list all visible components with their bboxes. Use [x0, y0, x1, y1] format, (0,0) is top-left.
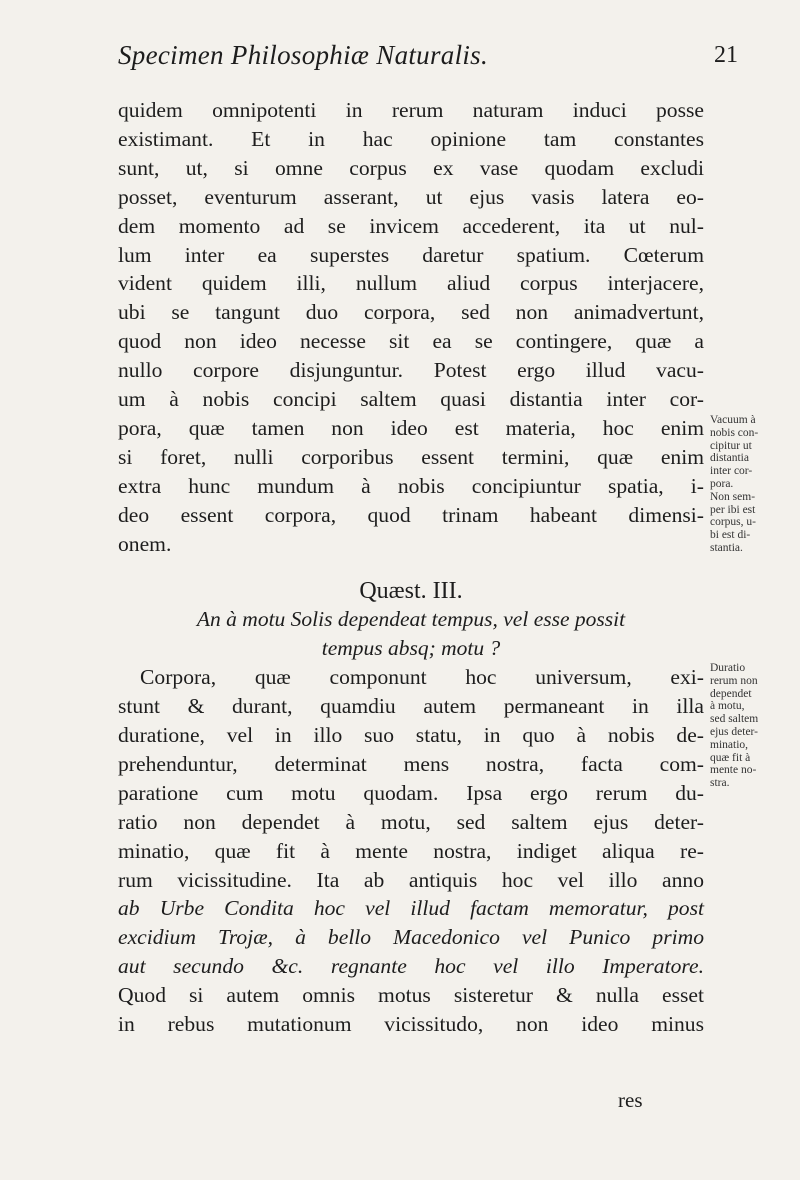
text-line: aut secundo &c. regnante hoc vel illo Imperatore. [118, 954, 704, 979]
question-subtitle-line: An à motu Solis dependeat tempus, vel esse possit [196, 607, 626, 632]
catchword: res [618, 1088, 643, 1112]
margin-line: rerum non [710, 674, 758, 687]
question-heading: Quæst. III. [359, 577, 463, 604]
margin-line: minatio, [710, 738, 749, 751]
text-line: extra hunc mundum à nobis concipiuntur spatia, i- [118, 473, 704, 498]
main-text-block [118, 96, 704, 1039]
margin-line: mente no- [710, 764, 757, 777]
margin-line: ejus deter- [710, 725, 758, 738]
text-line: quod non ideo necesse sit ea se contingere, quæ a [118, 329, 704, 354]
text-line: rum vicissitudine. Ita ab antiquis hoc vel illo anno [118, 867, 704, 892]
text-line: in rebus mutationum vicissitudo, non ideo minus [118, 1012, 704, 1037]
page-number: 21 [714, 42, 738, 68]
margin-line: pora. [710, 477, 734, 490]
margin-line: corpus, u- [710, 516, 756, 529]
text-line: Quod si autem omnis motus sisteretur & nulla esset [118, 983, 704, 1008]
text-line: pora, quæ tamen non ideo est materia, hoc enim [118, 415, 704, 440]
text-line: minatio, quæ fit à mente nostra, indiget aliqua re- [118, 838, 704, 863]
margin-note-vacuum [710, 414, 782, 555]
margin-line: à motu, [710, 700, 745, 713]
text-line: posset, eventurum asserant, ut ejus vasis latera eo- [118, 184, 704, 209]
text-line: duratione, vel in illo suo statu, in quo à nobis de- [118, 723, 704, 748]
margin-line: per ibi est [710, 503, 756, 516]
text-line: lum inter ea superstes daretur spatium. Cœterum [118, 242, 704, 267]
text-line: quidem omnipotenti in rerum naturam induci posse [118, 98, 704, 122]
text-line: vident quidem illi, nullum aliud corpus interjacere, [118, 271, 704, 296]
margin-line: inter cor- [710, 465, 753, 478]
text-line: dem momento ad se invicem accederent, ita ut nul- [118, 213, 704, 238]
text-line: paratione cum motu quodam. Ipsa ergo rerum du- [118, 780, 704, 805]
text-line: excidium Trojæ, à bello Macedonico vel Punico primo [118, 925, 704, 950]
question-subtitle-line: tempus absq; motu ? [321, 636, 501, 661]
text-line: ab Urbe Condita hoc vel illud factam memoratur, post [118, 896, 704, 921]
margin-line: bi est di- [710, 529, 751, 542]
margin-line: stantia. [710, 541, 743, 554]
text-line: ubi se tangunt duo corpora, sed non animadvertunt, [118, 300, 704, 325]
text-line: nullo corpore disjunguntur. Potest ergo illud vacu- [118, 358, 704, 383]
text-line: ratio non dependet à motu, sed saltem ejus deter- [118, 809, 704, 834]
text-line: deo essent corpora, quod trinam habeant dimensi- [118, 502, 704, 527]
text-line: stunt & durant, quamdiu autem permaneant in illa [118, 694, 704, 719]
margin-note-duratio [710, 662, 782, 790]
margin-line: dependet [710, 687, 752, 700]
text-line: um à nobis concipi saltem quasi distantia inter cor- [118, 387, 704, 412]
margin-line: Vacuum à [710, 414, 756, 426]
text-line: sunt, ut, si omne corpus ex vase quodam excludi [118, 155, 704, 180]
running-head: Specimen Philosophiæ Naturalis. [118, 40, 489, 70]
margin-line: sed saltem [710, 713, 759, 726]
margin-line: Non sem- [710, 490, 756, 503]
text-line: si foret, nulli corporibus essent termini, quæ enim [118, 444, 704, 469]
margin-line: distantia [710, 452, 749, 465]
text-line: onem. [118, 531, 172, 556]
text-line: Corpora, quæ componunt hoc universum, exi- [140, 665, 704, 690]
margin-line: nobis con- [710, 426, 759, 439]
margin-line: stra. [710, 777, 730, 790]
margin-line: quæ fit à [710, 751, 751, 764]
text-line: existimant. Et in hac opinione tam constantes [118, 126, 704, 151]
margin-line: Duratio [710, 662, 746, 674]
margin-line: cipitur ut [710, 439, 752, 452]
page-header [118, 40, 738, 80]
text-line: prehenduntur, determinat mens nostra, facta com- [118, 751, 704, 776]
